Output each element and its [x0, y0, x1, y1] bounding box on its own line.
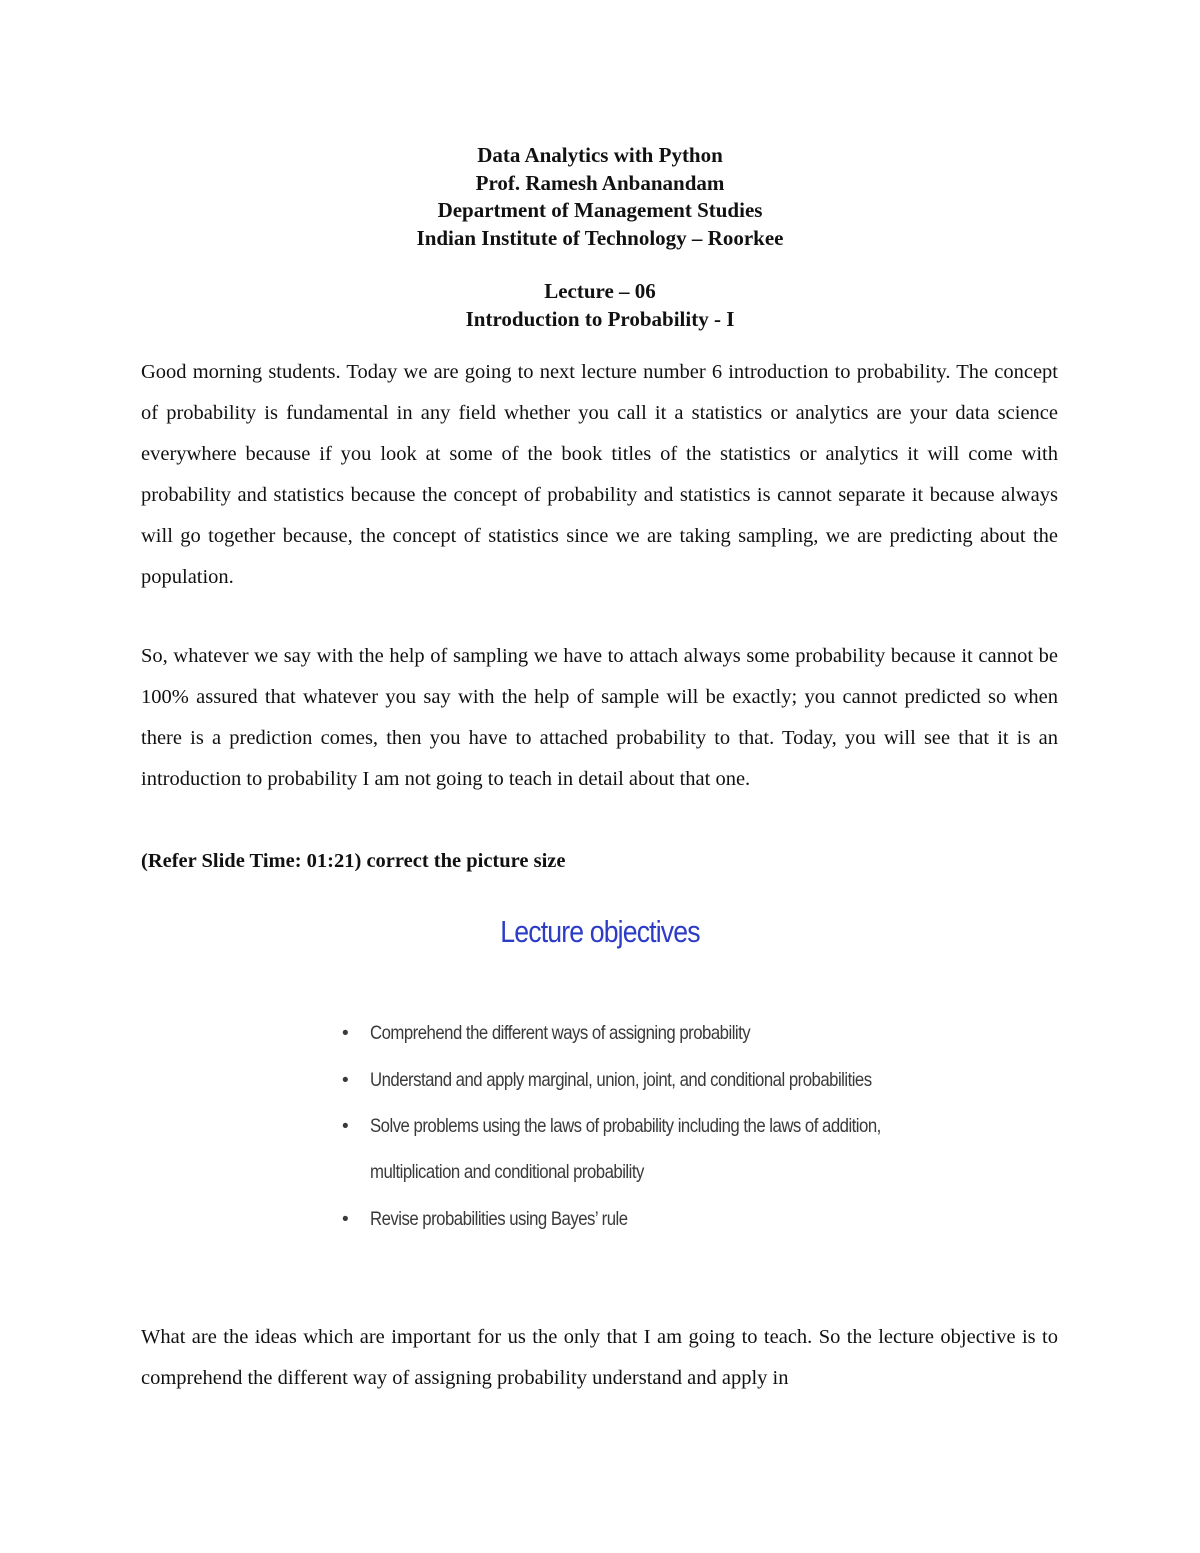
- paragraph-3-text: What are the ideas which are important for us the only that I am going to teach. So the lecture objective is to comprehend the different way of assigning probability understand and apply in: [141, 1326, 1058, 1389]
- refer-slide-note: (Refer Slide Time: 01:21) correct the picture size: [141, 850, 566, 872]
- objective-2: Understand and apply marginal, union, joint, and conditional probabilities: [370, 1068, 872, 1091]
- objective-3-line-1: • Solve problems using the laws of probability including the laws of addition,: [370, 1115, 881, 1137]
- objective-3-line-2: multiplication and conditional probability: [370, 1161, 644, 1183]
- objective-4: Revise probabilities using Bayes’ rule: [370, 1207, 628, 1230]
- objective-3: [370, 1115, 881, 1184]
- list-item: [330, 1115, 890, 1184]
- paragraph-3: [141, 1317, 1058, 1399]
- professor-name: Prof. Ramesh Anbanandam: [475, 170, 725, 195]
- list-item: [330, 1022, 890, 1045]
- institute-name: Indian Institute of Technology – Roorkee: [416, 225, 784, 250]
- department-name: Department of Management Studies: [437, 198, 763, 222]
- course-title: Data Analytics with Python: [477, 143, 723, 167]
- list-item: [330, 1069, 890, 1092]
- paragraph-1: [141, 352, 1058, 598]
- lecture-title: Introduction to Probability - I: [465, 306, 735, 331]
- paragraph-2-text: So, whatever we say with the help of sampling we have to attach always some probability because it cannot be 100% assured that whatever you say with the help of sample will be exactly; you cannot predicted so when there is a prediction comes, then you have to attached probability to that. Today, you will see that it is an introduction to probability I am not going to teach in detail about that one.: [141, 645, 1058, 790]
- objective-1: Comprehend the different ways of assigning probability: [370, 1022, 751, 1044]
- objectives-list: [330, 1022, 890, 1254]
- header-gap: [0, 252, 1200, 278]
- list-item: [330, 1208, 890, 1231]
- document-header: [0, 142, 1200, 333]
- paragraph-1-text: Good morning students. Today we are going to next lecture number 6 introduction to probability. The concept of probability is fundamental in any field whether you call it a statistics or analytics are your data science everywhere because if you look at some of the book titles of the statistics or analytics it will come with probability and statistics because the concept of probability and statistics is cannot separate it because always will go together because, the concept of statistics since we are taking sampling, we are predicting about the population.: [141, 361, 1058, 588]
- lecture-number: Lecture – 06: [544, 279, 656, 303]
- slide-title: Lecture objectives: [500, 914, 700, 949]
- slide-image: [330, 910, 890, 1250]
- paragraph-2: [141, 636, 1058, 800]
